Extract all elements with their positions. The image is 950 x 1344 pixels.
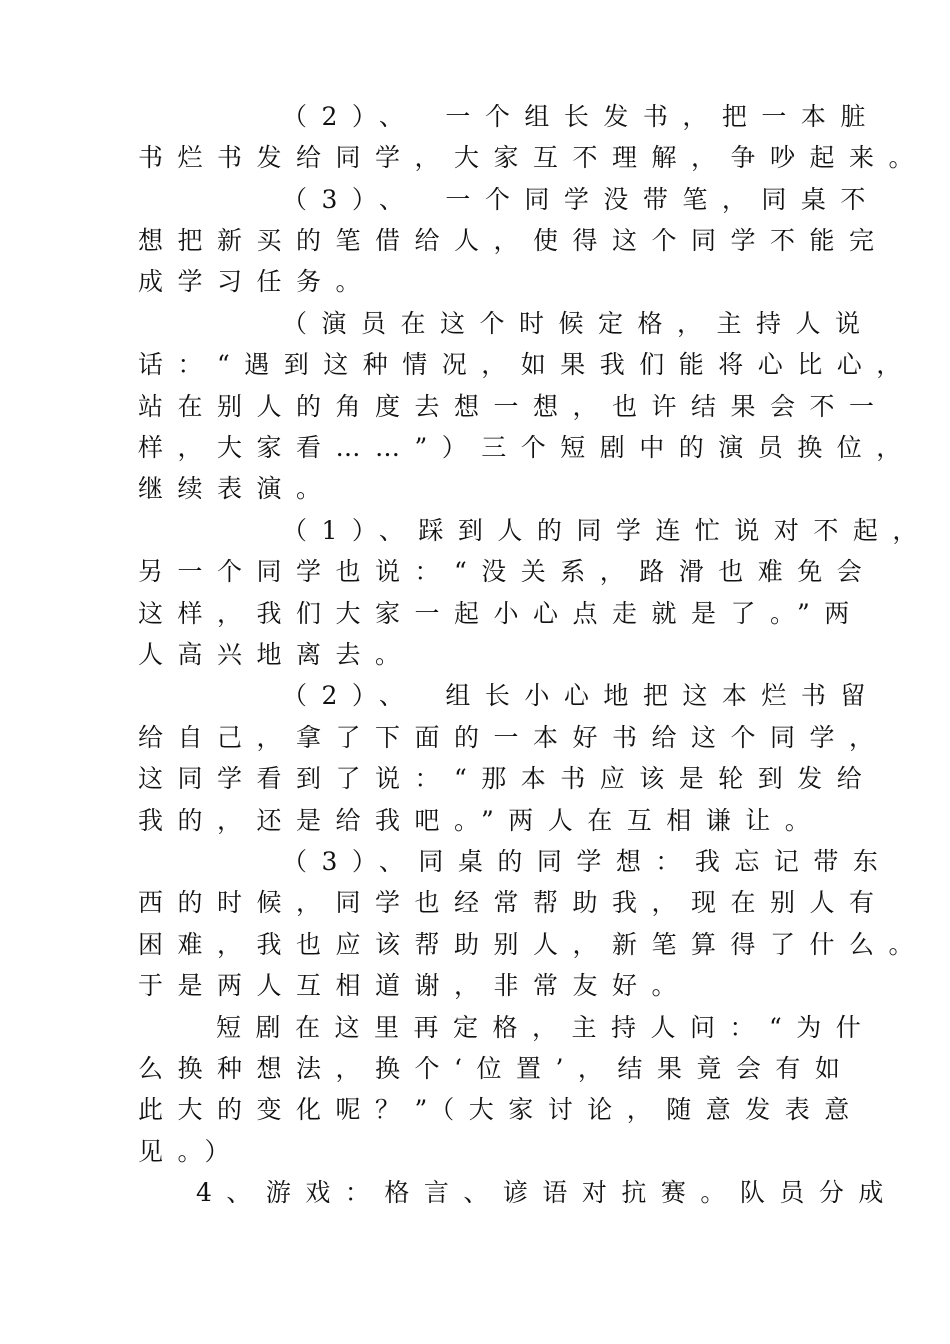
text-line: （2）、 组长小心地把这本烂书留	[282, 681, 880, 710]
text-line: 困难，我也应该帮助别人，新笔算得了什么。	[138, 930, 929, 959]
text-line: 西的时候，同学也经常帮助我，现在别人有	[138, 888, 889, 917]
text-line: 于是两人互相道谢，非常友好。	[138, 971, 692, 1000]
text-line: （3）、同桌的同学想：我忘记带东	[282, 847, 893, 876]
text-line: 我的，还是给我吧。”两人在互相谦让。	[138, 806, 825, 835]
text-line: 此大的变化呢？”（大家讨论，随意发表意	[138, 1095, 864, 1124]
text-line: 这样，我们大家一起小心点走就是了。”两	[138, 599, 864, 628]
text-line: 给自己，拿了下面的一本好书给这个同学，	[138, 723, 889, 752]
text-line: 这同学看到了说：“那本书应该是轮到发给	[138, 764, 877, 793]
text-line: 继续表演。	[138, 474, 336, 503]
text-line: 书烂书发给同学，大家互不理解，争吵起来。	[138, 143, 929, 172]
text-line: 样，大家看……”）三个短剧中的演员换位，	[138, 433, 916, 462]
text-line: （演员在这个时候定格，主持人说	[282, 309, 875, 338]
text-line: 4、游戏：格言、谚语对抗赛。队员分成	[196, 1178, 898, 1207]
text-line: 么换种想法，换个‘位置’，结果竟会有如	[138, 1054, 855, 1083]
text-line: （1）、踩到人的同学连忙说对不起，	[282, 516, 932, 545]
text-line: （2）、 一个组长发书，把一本脏	[282, 102, 880, 131]
text-line: 人高兴地离去。	[138, 640, 415, 669]
text-line: 想把新买的笔借给人，使得这个同学不能完	[138, 226, 889, 255]
text-line: 站在别人的角度去想一想，也许结果会不一	[138, 392, 889, 421]
text-line: 另一个同学也说：“没关系，路滑也难免会	[138, 557, 877, 586]
text-line: 成学习任务。	[138, 267, 376, 296]
text-line: 短剧在这里再定格，主持人问：“为什	[216, 1013, 876, 1042]
text-line: 话：“遇到这种情况，如果我们能将心比心，	[138, 350, 916, 379]
text-line: （3）、 一个同学没带笔，同桌不	[282, 185, 880, 214]
text-line: 见。）	[138, 1137, 245, 1166]
